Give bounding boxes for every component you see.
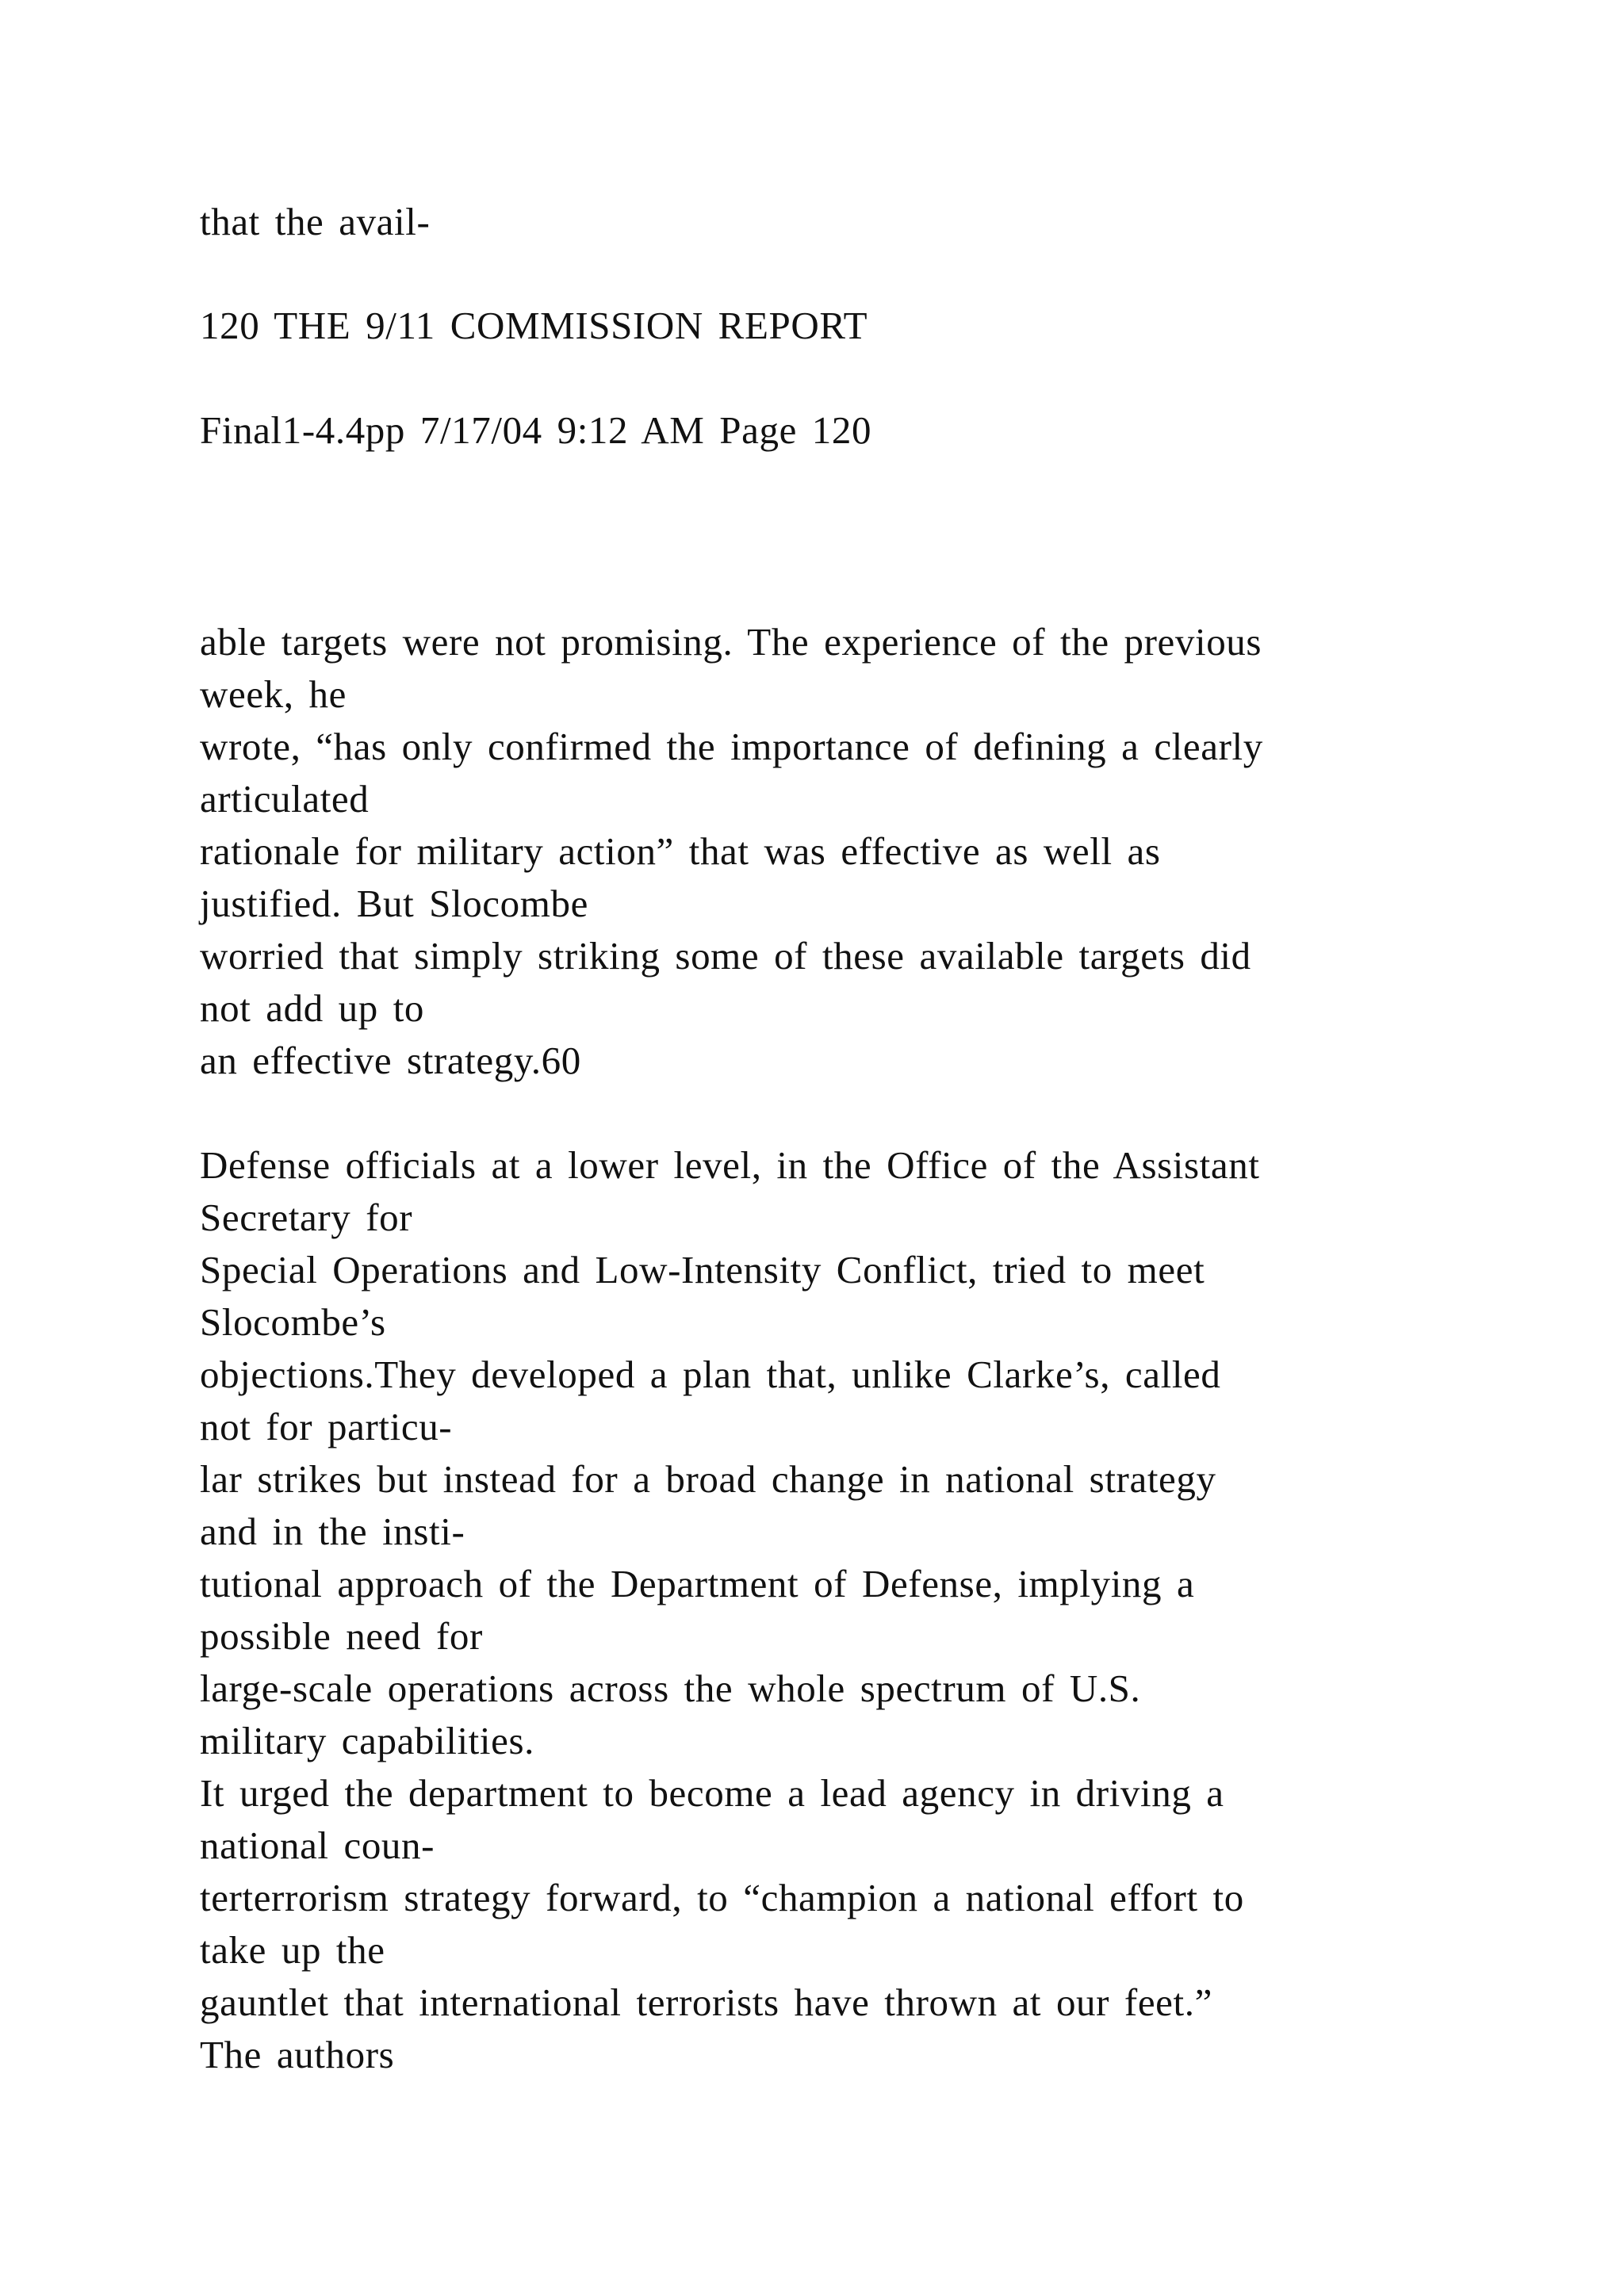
paragraph-line: wrote, “has only confirmed the importance of defining a clearly [200, 725, 1263, 768]
paragraph-line: Slocombe’s [200, 1300, 386, 1344]
paragraph-line: justified. But Slocombe [200, 882, 588, 925]
paragraph-line: large-scale operations across the whole spectrum of U.S. [200, 1667, 1141, 1710]
paragraph-line: week, he [200, 672, 347, 716]
running-header: 120 THE 9/11 COMMISSION REPORT [200, 304, 868, 347]
paragraph-line: national coun- [200, 1823, 435, 1867]
paragraph-line: and in the insti- [200, 1510, 465, 1553]
paragraph-line: tutional approach of the Department of Defense, implying a [200, 1562, 1195, 1605]
paragraph-line: rationale for military action” that was effective as well as [200, 829, 1161, 873]
paragraph-line: terterrorism strategy forward, to “champion a national effort to [200, 1876, 1244, 1919]
text-line-continuation: that the avail- [200, 200, 431, 243]
paragraph-line: worried that simply striking some of these available targets did [200, 934, 1251, 978]
paragraph-line: not for particu- [200, 1405, 453, 1448]
paragraph-line: an effective strategy.60 [200, 1039, 581, 1082]
paragraph-line: able targets were not promising. The experience of the previous [200, 620, 1262, 664]
paragraph-line: not add up to [200, 986, 425, 1030]
paragraph-line: objections.They developed a plan that, unlike Clarke’s, called [200, 1353, 1221, 1396]
print-slug: Final1-4.4pp 7/17/04 9:12 AM Page 120 [200, 408, 872, 452]
paragraph-line: The authors [200, 2033, 395, 2076]
paragraph-line: articulated [200, 777, 370, 821]
paragraph-line: possible need for [200, 1614, 483, 1658]
paragraph-line: It urged the department to become a lead agency in driving a [200, 1771, 1224, 1815]
paragraph-line: gauntlet that international terrorists have thrown at our feet.” [200, 1980, 1212, 2024]
paragraph-line: military capabilities. [200, 1719, 534, 1762]
paragraph-line: lar strikes but instead for a broad change in national strategy [200, 1457, 1216, 1501]
paragraph-line: Special Operations and Low-Intensity Conflict, tried to meet [200, 1248, 1205, 1292]
paragraph-line: Secretary for [200, 1196, 413, 1239]
paragraph-line: take up the [200, 1928, 385, 1972]
paragraph-line: Defense officials at a lower level, in the Office of the Assistant [200, 1143, 1260, 1187]
